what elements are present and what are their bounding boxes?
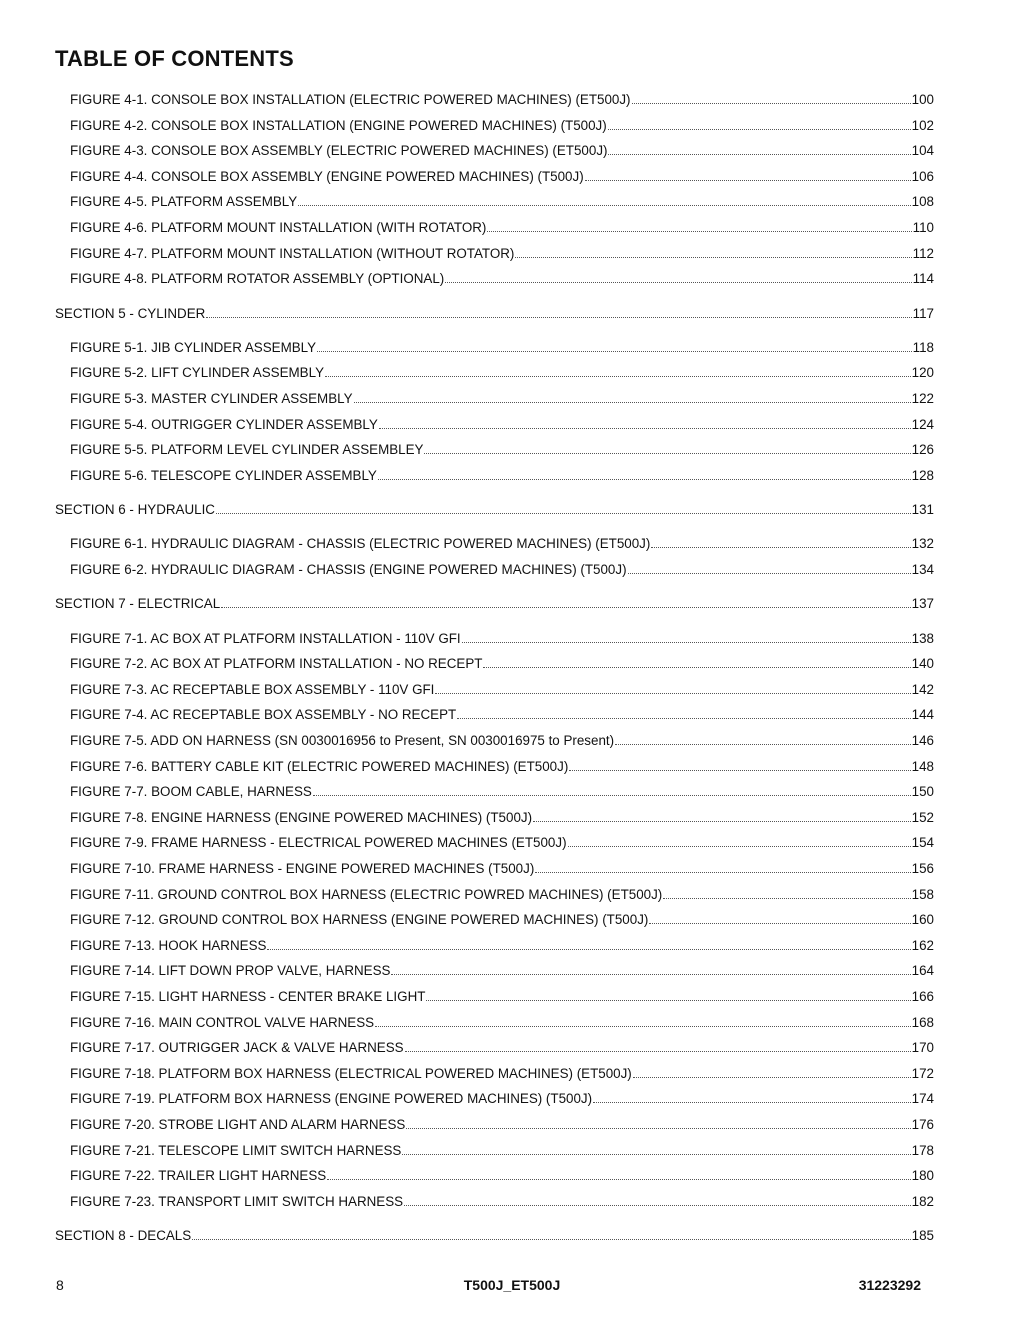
toc-leader-dots <box>206 317 911 318</box>
toc-entry-label: FIGURE 5-5. PLATFORM LEVEL CYLINDER ASSEMBLEY <box>70 442 424 458</box>
toc-leader-dots <box>608 154 910 155</box>
toc-figure-entry[interactable] <box>70 706 934 724</box>
toc-entry-label: FIGURE 7-17. OUTRIGGER JACK & VALVE HARNESS <box>70 1040 404 1056</box>
toc-entry-page: 150 <box>911 784 934 800</box>
toc-entry-label: FIGURE 4-4. CONSOLE BOX ASSEMBLY (ENGINE POWERED MACHINES) (T500J) <box>70 168 584 184</box>
toc-figure-entry[interactable] <box>70 860 934 878</box>
toc-entry-label: FIGURE 7-20. STROBE LIGHT AND ALARM HARNESS <box>70 1117 406 1132</box>
toc-entry-page: 152 <box>911 809 934 825</box>
toc-figure-entry[interactable] <box>70 416 934 434</box>
toc-entry-label: FIGURE 6-1. HYDRAULIC DIAGRAM - CHASSIS (ELECTRIC POWERED MACHINES) (ET500J) <box>70 536 651 552</box>
toc-entry-label: FIGURE 7-23. TRANSPORT LIMIT SWITCH HARNESS <box>70 1193 404 1209</box>
toc-leader-dots <box>404 1205 911 1206</box>
toc-figure-entry[interactable] <box>70 1090 934 1108</box>
toc-figure-entry[interactable] <box>70 630 934 648</box>
toc-section-entry[interactable] <box>55 1227 934 1245</box>
toc-figure-entry[interactable] <box>70 911 934 929</box>
toc-figure-entry[interactable] <box>70 937 934 955</box>
toc-entry-label: FIGURE 7-9. FRAME HARNESS - ELECTRICAL POWERED MACHINES (ET500J) <box>70 835 567 851</box>
toc-figure-entry[interactable] <box>70 655 934 673</box>
footer-model: T500J_ET500J <box>463 1277 561 1293</box>
toc-figure-entry[interactable] <box>70 245 934 263</box>
toc-figure-entry[interactable] <box>70 681 934 699</box>
toc-leader-dots <box>435 693 910 694</box>
toc-figure-entry[interactable] <box>70 758 934 776</box>
toc-leader-dots <box>379 428 911 429</box>
toc-entry-label: FIGURE 6-2. HYDRAULIC DIAGRAM - CHASSIS (ENGINE POWERED MACHINES) (T500J) <box>70 562 627 577</box>
toc-entry-page: 176 <box>911 1117 934 1132</box>
toc-leader-dots <box>317 351 912 352</box>
toc-leader-dots <box>378 479 911 480</box>
toc-leader-dots <box>327 1179 910 1180</box>
toc-figure-entry[interactable] <box>70 783 934 801</box>
toc-leader-dots <box>391 974 910 975</box>
toc-entry-page: 124 <box>911 416 934 432</box>
toc-entry-label: FIGURE 7-19. PLATFORM BOX HARNESS (ENGINE POWERED MACHINES) (T500J) <box>70 1091 593 1107</box>
toc-entry-page: 142 <box>911 681 934 697</box>
toc-entry-label: FIGURE 5-4. OUTRIGGER CYLINDER ASSEMBLY <box>70 416 378 432</box>
toc-leader-dots <box>533 821 911 822</box>
toc-leader-dots <box>615 744 911 745</box>
toc-figure-entry[interactable] <box>70 441 934 459</box>
toc-figure-entry[interactable] <box>70 1142 934 1160</box>
toc-entry-page: 104 <box>911 143 934 159</box>
toc-entry-label: SECTION 5 - CYLINDER <box>55 305 206 321</box>
toc-leader-dots <box>298 205 910 206</box>
toc-leader-dots <box>216 513 911 514</box>
toc-entry-page: 120 <box>911 365 934 381</box>
toc-entry-page: 128 <box>911 467 934 483</box>
toc-figure-entry[interactable] <box>70 1193 934 1211</box>
toc-leader-dots <box>426 1000 910 1001</box>
toc-entry-page: 185 <box>911 1228 934 1244</box>
toc-entry-page: 112 <box>912 245 934 261</box>
toc-entry-page: 144 <box>911 707 934 723</box>
toc-figure-entry[interactable] <box>70 117 934 135</box>
toc-entry-page: 110 <box>912 220 934 235</box>
toc-entry-page: 138 <box>911 630 934 646</box>
toc-entry-label: FIGURE 4-5. PLATFORM ASSEMBLY <box>70 194 298 210</box>
toc-leader-dots <box>632 103 911 104</box>
toc-section-entry[interactable] <box>55 501 934 519</box>
toc-entry-page: 168 <box>911 1014 934 1030</box>
toc-entry-label: FIGURE 7-4. AC RECEPTABLE BOX ASSEMBLY - NO RECEPT <box>70 707 457 723</box>
toc-entry-page: 118 <box>912 339 934 355</box>
toc-entry-page: 108 <box>911 194 934 210</box>
toc-figure-entry[interactable] <box>70 988 934 1006</box>
toc-entry-page: 158 <box>911 886 934 902</box>
toc-figure-entry[interactable] <box>70 809 934 827</box>
toc-figure-entry[interactable] <box>70 193 934 211</box>
footer-page-number: 8 <box>56 1277 64 1293</box>
toc-leader-dots <box>569 770 910 771</box>
toc-leader-dots <box>406 1128 910 1129</box>
toc-leader-dots <box>354 402 911 403</box>
toc-leader-dots <box>633 1077 911 1078</box>
toc-entry-label: FIGURE 7-16. MAIN CONTROL VALVE HARNESS <box>70 1014 375 1030</box>
toc-leader-dots <box>313 795 911 796</box>
toc-figure-entry[interactable] <box>70 1014 934 1032</box>
toc-figure-entry[interactable] <box>70 1065 934 1083</box>
toc-leader-dots <box>483 667 910 668</box>
toc-entry-page: 102 <box>911 117 934 133</box>
toc-entry-label: FIGURE 7-21. TELESCOPE LIMIT SWITCH HARNESS <box>70 1142 402 1158</box>
toc-entry-label: FIGURE 4-3. CONSOLE BOX ASSEMBLY (ELECTRIC POWERED MACHINES) (ET500J) <box>70 143 608 159</box>
toc-entry-label: FIGURE 5-3. MASTER CYLINDER ASSEMBLY <box>70 391 353 406</box>
toc-leader-dots <box>663 898 910 899</box>
toc-entry-page: 126 <box>911 442 934 458</box>
toc-entry-page: 106 <box>911 168 934 184</box>
toc-entry-page: 164 <box>911 963 934 979</box>
toc-entry-page: 137 <box>911 596 934 612</box>
toc-leader-dots <box>515 257 911 258</box>
toc-entry-page: 166 <box>911 989 934 1004</box>
toc-leader-dots <box>457 718 910 719</box>
toc-leader-dots <box>462 642 911 643</box>
toc-figure-entry[interactable] <box>70 364 934 382</box>
toc-entry-label: FIGURE 7-11. GROUND CONTROL BOX HARNESS (ELECTRIC POWRED MACHINES) (ET500J) <box>70 886 663 902</box>
toc-entry-page: 172 <box>911 1065 934 1081</box>
toc-leader-dots <box>445 282 911 283</box>
toc-figure-entry[interactable] <box>70 467 934 485</box>
toc-figure-entry[interactable] <box>70 834 934 852</box>
toc-leader-dots <box>325 376 911 377</box>
toc-entry-page: 162 <box>911 937 934 953</box>
toc-entry-page: 100 <box>911 92 934 107</box>
toc-entry-label: FIGURE 7-3. AC RECEPTABLE BOX ASSEMBLY - 110V GFI <box>70 681 435 697</box>
toc-figure-entry[interactable] <box>70 1039 934 1057</box>
toc-leader-dots <box>585 180 911 181</box>
toc-entry-page: 146 <box>911 733 934 748</box>
toc-entry-page: 134 <box>911 562 934 577</box>
toc-entry-page: 122 <box>911 391 934 406</box>
toc-leader-dots <box>192 1239 910 1240</box>
toc-leader-dots <box>628 573 911 574</box>
toc-figure-entry[interactable] <box>70 219 934 237</box>
toc-leader-dots <box>651 547 910 548</box>
toc-entry-page: 182 <box>911 1193 934 1209</box>
toc-leader-dots <box>535 872 910 873</box>
toc-leader-dots <box>221 607 910 608</box>
toc-figure-entry[interactable] <box>70 270 934 288</box>
toc-entry-label: FIGURE 7-22. TRAILER LIGHT HARNESS <box>70 1168 327 1184</box>
toc-figure-entry[interactable] <box>70 142 934 160</box>
toc-figure-entry[interactable] <box>70 339 934 357</box>
toc-section-entry[interactable] <box>55 595 934 613</box>
toc-entry-page: 178 <box>911 1142 934 1158</box>
toc-entry-label: FIGURE 7-13. HOOK HARNESS <box>70 937 267 953</box>
toc-section-entry[interactable] <box>55 305 934 323</box>
toc-leader-dots <box>424 453 910 454</box>
toc-entry-page: 154 <box>911 835 934 851</box>
toc-entry-label: FIGURE 7-6. BATTERY CABLE KIT (ELECTRIC POWERED MACHINES) (ET500J) <box>70 758 569 774</box>
toc-figure-entry[interactable] <box>70 1167 934 1185</box>
toc-entry-label: FIGURE 4-6. PLATFORM MOUNT INSTALLATION (WITH ROTATOR) <box>70 220 487 235</box>
toc-entry-label: SECTION 8 - DECALS <box>55 1228 192 1244</box>
toc-leader-dots <box>649 923 910 924</box>
toc-leader-dots <box>402 1154 910 1155</box>
toc-figure-entry[interactable] <box>70 962 934 980</box>
toc-leader-dots <box>487 231 911 232</box>
toc-entry-label: FIGURE 7-8. ENGINE HARNESS (ENGINE POWERED MACHINES) (T500J) <box>70 809 533 825</box>
toc-entry-page: 170 <box>911 1040 934 1056</box>
toc-entry-page: 140 <box>911 656 934 672</box>
toc-entry-label: FIGURE 4-2. CONSOLE BOX INSTALLATION (ENGINE POWERED MACHINES) (T500J) <box>70 117 607 133</box>
toc-entry-page: 174 <box>911 1091 934 1107</box>
toc-entry-label: FIGURE 7-10. FRAME HARNESS - ENGINE POWERED MACHINES (T500J) <box>70 861 535 876</box>
toc-entry-page: 180 <box>911 1168 934 1184</box>
toc-entry-label: FIGURE 7-12. GROUND CONTROL BOX HARNESS (ENGINE POWERED MACHINES) (T500J) <box>70 912 649 928</box>
toc-figure-entry[interactable] <box>70 561 934 579</box>
toc-entry-label: SECTION 6 - HYDRAULIC <box>55 502 215 518</box>
toc-entry-page: 117 <box>912 305 934 321</box>
toc-entry-label: FIGURE 4-1. CONSOLE BOX INSTALLATION (ELECTRIC POWERED MACHINES) (ET500J) <box>70 92 631 107</box>
toc-figure-entry[interactable] <box>70 732 934 750</box>
toc-entry-label: FIGURE 7-5. ADD ON HARNESS (SN 0030016956 to Present, SN 0030016975 to Present) <box>70 733 615 748</box>
toc-entry-page: 131 <box>911 502 934 518</box>
toc-entry-page: 148 <box>911 758 934 774</box>
toc-leader-dots <box>568 846 911 847</box>
toc-entry-label: FIGURE 5-2. LIFT CYLINDER ASSEMBLY <box>70 365 324 381</box>
toc-leader-dots <box>375 1026 911 1027</box>
toc-leader-dots <box>267 949 910 950</box>
toc-figure-entry[interactable] <box>70 168 934 186</box>
toc-leader-dots <box>608 129 911 130</box>
toc-figure-entry[interactable] <box>70 91 934 109</box>
toc-entry-label: FIGURE 5-6. TELESCOPE CYLINDER ASSEMBLY <box>70 467 377 483</box>
toc-figure-entry[interactable] <box>70 390 934 408</box>
toc-entry-label: FIGURE 7-1. AC BOX AT PLATFORM INSTALLATION - 110V GFI <box>70 630 461 646</box>
toc-entry-label: SECTION 7 - ELECTRICAL <box>55 596 221 612</box>
toc-entry-page: 156 <box>911 861 934 876</box>
toc-figure-entry[interactable] <box>70 1116 934 1134</box>
footer-doc-number: 31223292 <box>858 1277 921 1293</box>
toc-leader-dots <box>405 1051 911 1052</box>
toc-entry-label: FIGURE 7-2. AC BOX AT PLATFORM INSTALLATION - NO RECEPT <box>70 656 483 672</box>
toc-entry-label: FIGURE 5-1. JIB CYLINDER ASSEMBLY <box>70 339 317 355</box>
toc-entry-label: FIGURE 4-8. PLATFORM ROTATOR ASSEMBLY (OPTIONAL) <box>70 271 445 287</box>
toc-leader-dots <box>593 1102 911 1103</box>
toc-figure-entry[interactable] <box>70 535 934 553</box>
toc-entry-label: FIGURE 7-18. PLATFORM BOX HARNESS (ELECTRICAL POWERED MACHINES) (ET500J) <box>70 1065 632 1081</box>
toc-entry-label: FIGURE 4-7. PLATFORM MOUNT INSTALLATION (WITHOUT ROTATOR) <box>70 245 515 261</box>
toc-entry-label: FIGURE 7-15. LIGHT HARNESS - CENTER BRAKE LIGHT <box>70 989 426 1004</box>
toc-entry-label: FIGURE 7-14. LIFT DOWN PROP VALVE, HARNESS <box>70 963 391 979</box>
toc-entry-page: 132 <box>911 536 934 552</box>
toc-entry-page: 160 <box>911 912 934 928</box>
toc-entry-label: FIGURE 7-7. BOOM CABLE, HARNESS <box>70 784 312 800</box>
toc-entry-page: 114 <box>912 271 934 287</box>
page-title: TABLE OF CONTENTS <box>55 46 294 71</box>
toc-figure-entry[interactable] <box>70 886 934 904</box>
